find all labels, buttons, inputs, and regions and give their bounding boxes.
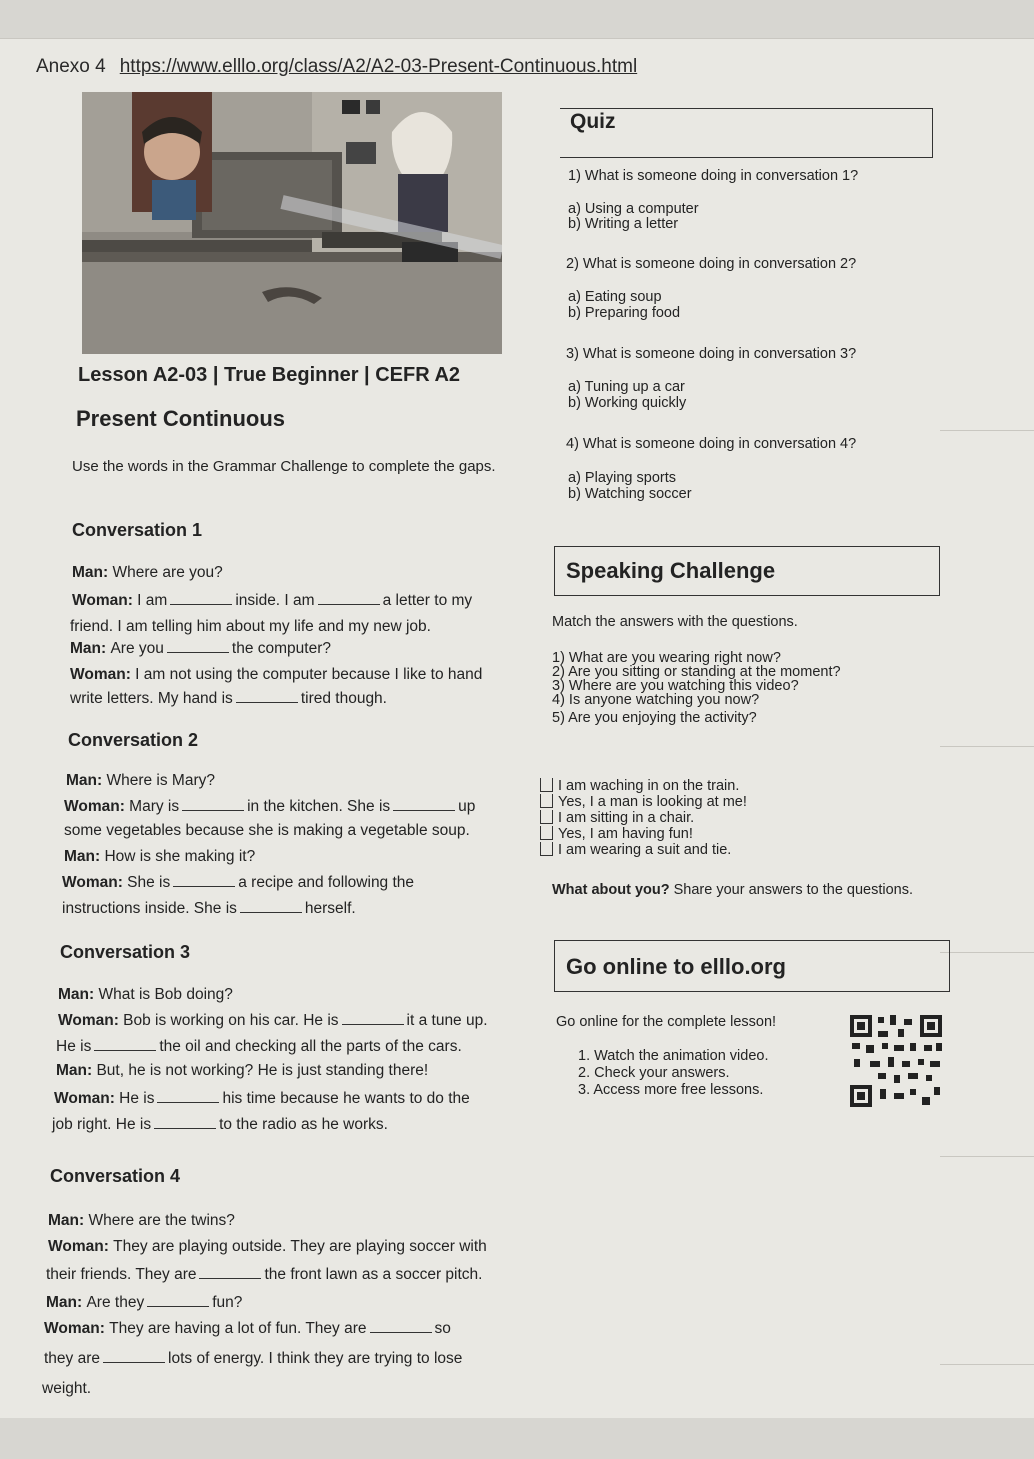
gap-field[interactable] <box>103 1350 165 1363</box>
quiz-question-1: 1) What is someone doing in conversation 1? <box>568 168 859 184</box>
answer-match-box[interactable] <box>540 826 553 840</box>
online-step: 3. Access more free lessons. <box>578 1082 764 1098</box>
answer-item: Yes, I a man is looking at me! <box>540 794 747 810</box>
speaking-question: 3) Where are you watching this video? <box>552 678 799 694</box>
lesson-topic: Present Continuous <box>76 406 286 431</box>
quiz-question-3: 3) What is someone doing in conversation 3? <box>566 346 857 362</box>
online-step: 1. Watch the animation video. <box>578 1048 769 1064</box>
gap-field[interactable] <box>147 1294 209 1307</box>
quiz-title-box <box>560 108 933 158</box>
quiz-option-4b[interactable]: b) Watching soccer <box>568 486 692 502</box>
conv3-line5: Woman: He is his time because he wants to do the <box>54 1090 470 1107</box>
gap-field[interactable] <box>154 1116 216 1129</box>
conv3-line2: Woman: Bob is working on his car. He is it a tune up. <box>58 1012 488 1029</box>
conversation-1-heading: Conversation 1 <box>72 520 203 540</box>
conv1-line2: Woman: I am inside. I am a letter to my <box>72 592 473 609</box>
gap-field[interactable] <box>240 900 302 913</box>
lesson-title: Lesson A2-03 | True Beginner | CEFR A2 <box>78 364 461 386</box>
gap-field[interactable] <box>199 1266 261 1279</box>
gap-field[interactable] <box>173 874 235 887</box>
speaking-answer-list <box>540 778 747 858</box>
gap-field[interactable] <box>236 690 298 703</box>
lesson-illustration <box>82 92 502 354</box>
conv2-line5: Woman: She is a recipe and following the <box>62 874 415 891</box>
conv2-line6: instructions inside. She is herself. <box>62 900 356 917</box>
conversation-2-heading: Conversation 2 <box>68 730 199 750</box>
speaking-prompt: What about you? Share your answers to the questions. <box>552 882 914 898</box>
online-subtitle: Go online for the complete lesson! <box>556 1014 777 1030</box>
online-step: 2. Check your answers. <box>578 1065 730 1081</box>
online-title: Go online to elllo.org <box>566 954 786 979</box>
lesson-instruction: Use the words in the Grammar Challenge to complete the gaps. <box>72 458 496 475</box>
conv2-line4: Man: How is she making it? <box>64 848 256 865</box>
speaking-instruction: Match the answers with the questions. <box>552 614 798 630</box>
speaking-question-list <box>552 651 841 725</box>
conv4-line2: Woman: They are playing outside. They are playing soccer with <box>48 1238 487 1255</box>
gap-field[interactable] <box>182 798 244 811</box>
speaking-question: 2) Are you sitting or standing at the moment? <box>552 664 841 680</box>
conv1-line4: Man: Are you the computer? <box>70 640 331 657</box>
quiz-question-4: 4) What is someone doing in conversation 4? <box>566 436 857 452</box>
conv2-line1: Man: Where is Mary? <box>66 772 215 789</box>
quiz-option-1a[interactable]: a) Using a computer <box>568 201 699 217</box>
gap-field[interactable] <box>94 1038 156 1051</box>
quiz-option-3b[interactable]: b) Working quickly <box>568 395 687 411</box>
quiz-option-4a[interactable]: a) Playing sports <box>568 470 676 486</box>
answer-match-box[interactable] <box>540 842 553 856</box>
quiz-option-2b[interactable]: b) Preparing food <box>568 305 681 321</box>
conv4-line4: Man: Are they fun? <box>46 1294 243 1311</box>
conv2-line2: Woman: Mary is in the kitchen. She is up <box>64 798 476 815</box>
speaking-question: 1) What are you wearing right now? <box>552 650 781 666</box>
header-line <box>36 56 637 78</box>
annex-label: Anexo 4 <box>36 56 106 77</box>
answer-match-box[interactable] <box>540 778 553 792</box>
conv4-line5: Woman: They are having a lot of fun. They are so <box>44 1320 451 1337</box>
source-url[interactable]: https://www.elllo.org/class/A2/A2-03-Present-Continuous.html <box>119 56 638 77</box>
answer-match-box[interactable] <box>540 810 553 824</box>
quiz-title: Quiz <box>570 110 616 133</box>
conv4-line1: Man: Where are the twins? <box>48 1212 235 1229</box>
speaking-question: 4) Is anyone watching you now? <box>552 692 760 708</box>
conversation-4-heading: Conversation 4 <box>50 1166 181 1186</box>
speaking-title: Speaking Challenge <box>566 558 776 583</box>
quiz-option-2a[interactable]: a) Eating soup <box>568 289 662 305</box>
conv3-line3: He is the oil and checking all the parts of the cars. <box>56 1038 462 1055</box>
gap-field[interactable] <box>167 640 229 653</box>
conv1-line6: write letters. My hand is tired though. <box>70 690 387 707</box>
answer-item: I am waching in on the train. <box>540 778 747 794</box>
answer-item: I am sitting in a chair. <box>540 810 747 826</box>
conv4-line3: their friends. They are the front lawn as a soccer pitch. <box>46 1266 483 1283</box>
answer-item: Yes, I am having fun! <box>540 826 747 842</box>
gap-field[interactable] <box>318 592 380 605</box>
conv1-line3: friend. I am telling him about my life and my new job. <box>70 618 431 635</box>
online-steps <box>578 1048 768 1099</box>
gap-field[interactable] <box>393 798 455 811</box>
gap-field[interactable] <box>170 592 232 605</box>
quiz-option-1b[interactable]: b) Writing a letter <box>568 216 679 232</box>
conv3-line6: job right. He is to the radio as he works. <box>52 1116 388 1133</box>
conversation-3-heading: Conversation 3 <box>60 942 191 962</box>
conv4-line7: weight. <box>42 1380 92 1397</box>
conv2-line3: some vegetables because she is making a vegetable soup. <box>64 822 470 839</box>
gap-field[interactable] <box>342 1012 404 1025</box>
gap-field[interactable] <box>370 1320 432 1333</box>
qr-code-icon[interactable] <box>848 1013 944 1109</box>
speaking-question: 5) Are you enjoying the activity? <box>552 710 757 726</box>
answer-match-box[interactable] <box>540 794 553 808</box>
answer-item: I am wearing a suit and tie. <box>540 842 747 858</box>
quiz-question-2: 2) What is someone doing in conversation 2? <box>566 256 857 272</box>
conv3-line4: Man: But, he is not working? He is just standing there! <box>56 1062 429 1079</box>
gap-field[interactable] <box>157 1090 219 1103</box>
conv4-line6: they are lots of energy. I think they are trying to lose <box>44 1350 463 1367</box>
conv3-line1: Man: What is Bob doing? <box>58 986 233 1003</box>
conv1-line1: Man: Where are you? <box>72 564 223 581</box>
quiz-option-3a[interactable]: a) Tuning up a car <box>568 379 685 395</box>
conv1-line5: Woman: I am not using the computer because I like to hand <box>70 666 483 683</box>
